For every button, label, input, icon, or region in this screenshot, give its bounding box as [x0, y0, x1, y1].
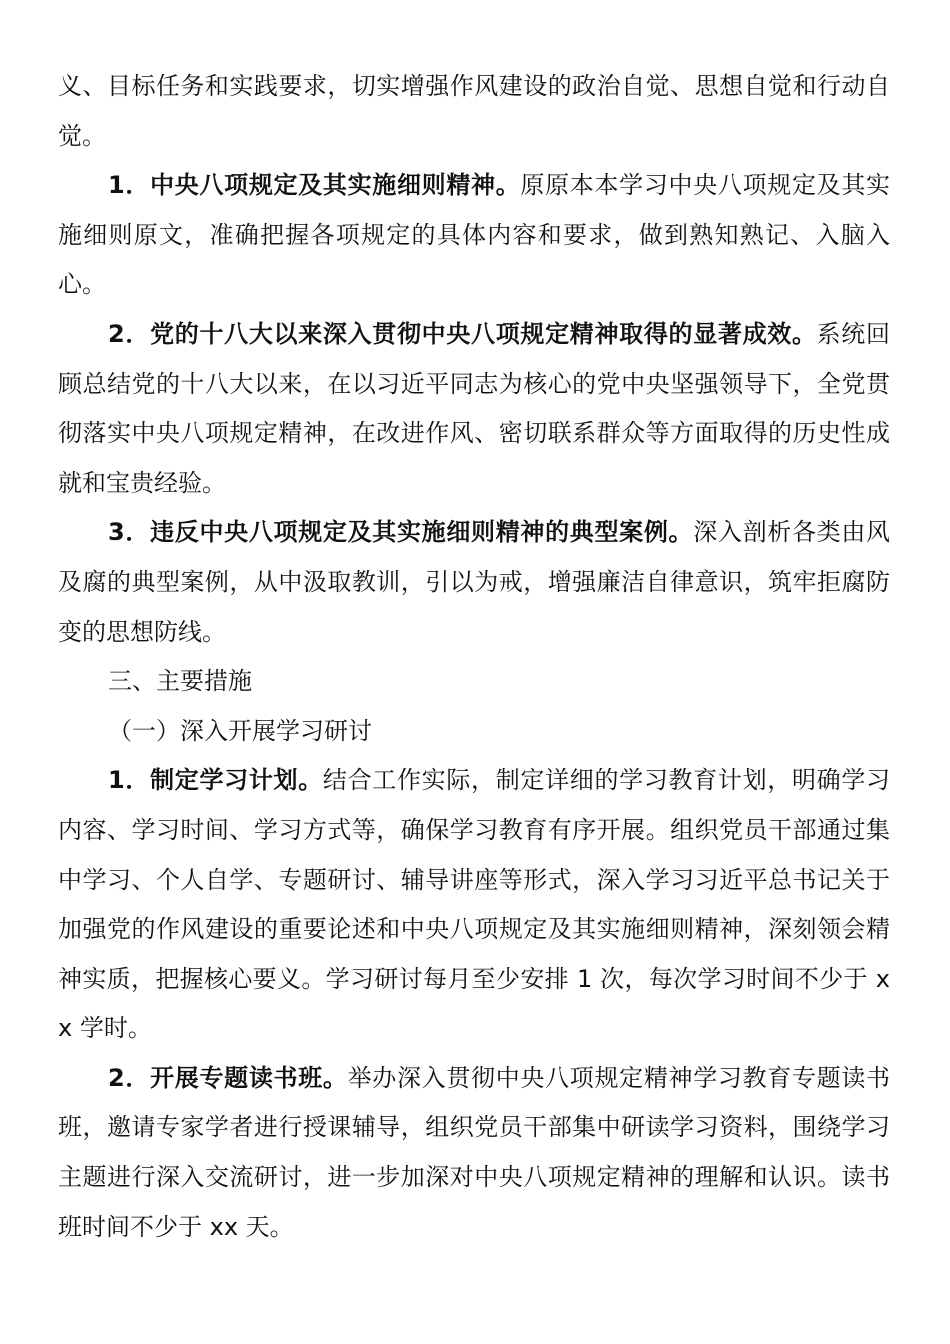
item-body: 结合工作实际，制定详细的学习教育计划，明确学习内容、学习时间、学习方式等，确保学习教育有序开展。组织党员干部通过集中学习、个人自学、专题研讨、辅导讲座等形式，深入学习习近平总书记关于加强党的作风建设的重要论述和中央八项规定及其实施细则精神，深刻领会精神实质，把握核心要义。学习研讨每月至少安排 1 次，每次学习时间不少于 xx 学时。: [58, 766, 891, 1043]
paragraph-measure-1: [58, 756, 890, 1054]
paragraph-item-1: [58, 161, 890, 310]
item-body: 系统回顾总结党的十八大以来，在以习近平同志为核心的党中央坚强领导下，全党贯彻落实中央八项规定精神，在改进作风、密切联系群众等方面取得的历史性成就和宝贵经验。: [58, 319, 890, 497]
item-number: 1．: [108, 766, 151, 795]
item-body: 深入剖析各类由风及腐的典型案例，从中汲取教训，引以为戒，增强廉洁自律意识，筑牢拒腐防变的思想防线。: [58, 518, 891, 646]
item-heading: 开展专题读书班。: [150, 1063, 348, 1092]
item-heading: 党的十八大以来深入贯彻中央八项规定精神取得的显著成效。: [150, 319, 817, 348]
item-number: 2．: [108, 1063, 151, 1092]
section-heading: [58, 657, 890, 707]
paragraph-measure-2: [58, 1054, 890, 1252]
item-heading: 违反中央八项规定及其实施细则精神的典型案例。: [150, 518, 694, 547]
subsection-heading-text: （一）深入开展学习研讨: [108, 716, 372, 745]
paragraph-text: 义、目标任务和实践要求，切实增强作风建设的政治自觉、思想自觉和行动自觉。: [58, 72, 890, 150]
paragraph-continuation: [58, 62, 890, 161]
paragraph-item-2: [58, 310, 890, 508]
item-number: 3．: [108, 518, 151, 547]
document-page: [58, 62, 890, 1252]
item-number: 2．: [108, 319, 151, 348]
item-heading: 制定学习计划。: [150, 766, 323, 795]
paragraph-item-3: [58, 508, 890, 657]
item-body: 原原本本学习中央八项规定及其实施细则原文，准确把握各项规定的具体内容和要求，做到熟知熟记、入脑入心。: [58, 171, 891, 299]
item-heading: 中央八项规定及其实施细则精神。: [150, 171, 521, 200]
section-heading-text: 三、主要措施: [108, 667, 252, 696]
subsection-heading: [58, 707, 890, 757]
item-number: 1．: [108, 171, 151, 200]
item-body: 举办深入贯彻中央八项规定精神学习教育专题读书班，邀请专家学者进行授课辅导，组织党员干部集中研读学习资料，围绕学习主题进行深入交流研讨，进一步加深对中央八项规定精神的理解和认识。读书班时间不少于 xx 天。: [58, 1063, 891, 1241]
